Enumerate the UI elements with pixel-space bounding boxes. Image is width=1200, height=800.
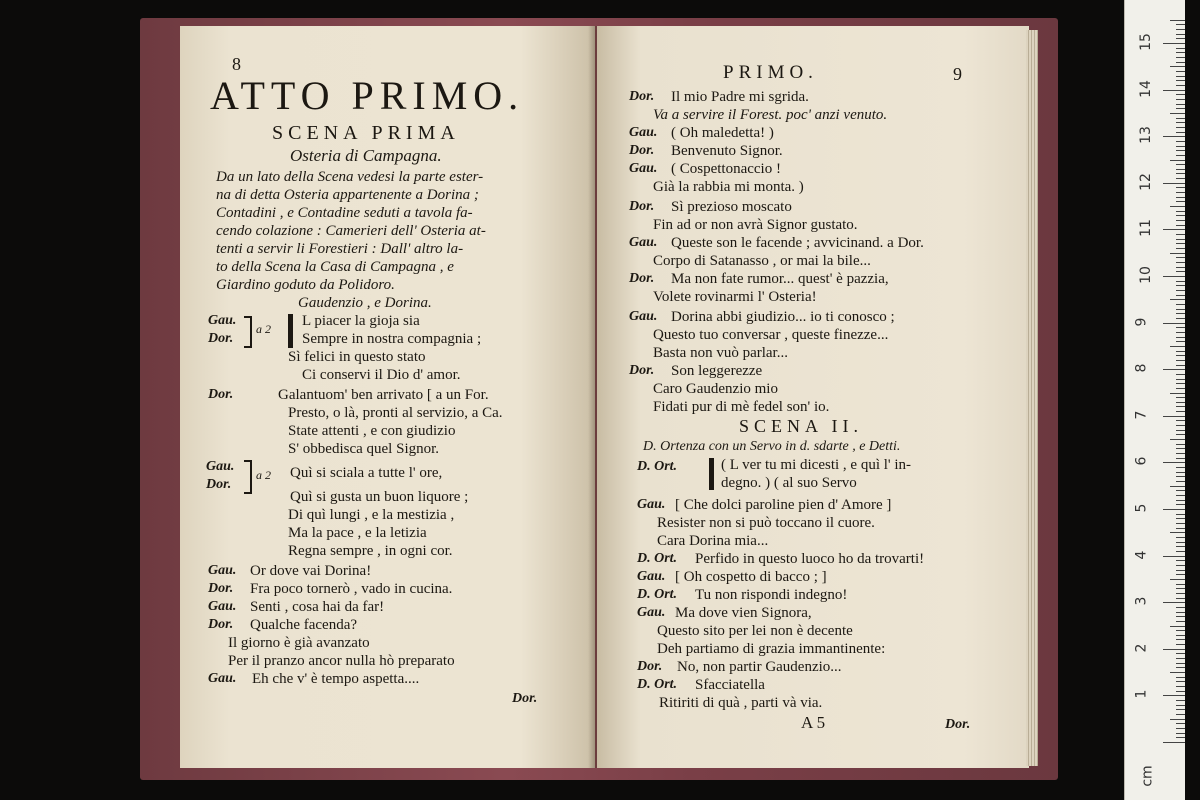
ruler-number: 14 <box>1137 79 1154 98</box>
ruler-tick <box>1170 113 1185 114</box>
verse-line: Quì si gusta un buon liquore ; <box>290 489 469 505</box>
speaker-label: D. Ort. <box>637 459 678 474</box>
ruler-number: 3 <box>1133 596 1150 606</box>
ruler-tick <box>1163 509 1185 510</box>
verse-line: Dorina abbi giudizio... io ti conosco ; <box>671 309 895 325</box>
verse-line: Fra poco tornerò , vado in cucina. <box>250 581 453 597</box>
ruler-tick <box>1176 48 1185 49</box>
ruler-tick <box>1176 406 1185 407</box>
ruler-tick <box>1176 94 1185 95</box>
ruler-tick <box>1176 85 1185 86</box>
ruler-tick <box>1176 691 1185 692</box>
ruler-tick <box>1176 598 1185 599</box>
ruler-tick <box>1176 588 1185 589</box>
ruler-tick <box>1176 616 1185 617</box>
ruler-tick <box>1176 365 1185 366</box>
speaker-label: Dor. <box>208 617 234 632</box>
ruler-tick <box>1176 653 1185 654</box>
ruler-tick <box>1163 742 1185 743</box>
verse-line: Caro Gaudenzio mio <box>653 381 778 397</box>
ruler-tick <box>1176 355 1185 356</box>
ruler-tick <box>1176 337 1185 338</box>
ruler-tick <box>1176 201 1185 202</box>
ruler-tick <box>1176 570 1185 571</box>
ruler-tick <box>1176 630 1185 631</box>
ruler-tick <box>1176 192 1185 193</box>
ruler-tick <box>1176 621 1185 622</box>
speaker-label: Gau. <box>637 497 666 512</box>
stage-direction: Contadini , e Contadine seduti a tavola fa- <box>216 205 473 221</box>
ruler-tick <box>1176 57 1185 58</box>
ruler-tick <box>1170 66 1185 67</box>
ruler-tick <box>1176 24 1185 25</box>
verse-line: Or dove vai Dorina! <box>250 563 372 579</box>
verse-line: Il giorno è già avanzato <box>228 635 370 651</box>
ruler-tick <box>1163 462 1185 463</box>
ruler-tick <box>1176 481 1185 482</box>
ruler-tick <box>1176 71 1185 72</box>
speaker-label: Gau. <box>629 235 658 250</box>
verse-line: Fin ad or non avrà Signor gustato. <box>653 217 858 233</box>
verse-line: Benvenuto Signor. <box>671 143 783 159</box>
stage-direction: na di detta Osteria appartenente a Dorina ; <box>216 187 479 203</box>
ruler-tick <box>1176 472 1185 473</box>
verse-line: Cara Dorina mia... <box>657 533 769 549</box>
ruler-tick <box>1176 132 1185 133</box>
verse-line: L piacer la gioja sia <box>302 313 420 329</box>
verse-line: Resister non si può toccano il cuore. <box>657 515 875 531</box>
page-number: 9 <box>953 64 962 84</box>
ruler-tick <box>1176 29 1185 30</box>
ruler-tick <box>1176 565 1185 566</box>
ruler-tick <box>1176 551 1185 552</box>
verse-line: [ Che dolci paroline pien d' Amore ] <box>675 497 892 513</box>
speaker-label: Dor. <box>208 331 234 346</box>
verse-line: [ Oh cospetto di bacco ; ] <box>675 569 827 585</box>
ruler-tick <box>1176 197 1185 198</box>
verse-line: ( Cospettonaccio ! <box>671 161 781 177</box>
ruler-tick <box>1176 607 1185 608</box>
ruler-tick <box>1176 150 1185 151</box>
ruler-tick <box>1176 467 1185 468</box>
ruler-tick <box>1176 434 1185 435</box>
verse-line: Queste son le facende ; avvicinand. a Dor. <box>671 235 924 251</box>
ruler-tick <box>1176 257 1185 258</box>
ruler-tick <box>1176 239 1185 240</box>
verse-line: degno. ) ( al suo Servo <box>721 475 857 491</box>
verse-line: Presto, o là, pronti al servizio, a Ca. <box>288 405 503 421</box>
verse-line: Galantuom' ben arrivato [ a un For. <box>278 387 489 403</box>
ruler-tick <box>1170 20 1185 21</box>
ruler-tick <box>1176 248 1185 249</box>
ruler-tick <box>1163 695 1185 696</box>
left-page <box>180 26 595 768</box>
ruler-tick <box>1176 141 1185 142</box>
verse-line: Sì felici in questo stato <box>288 349 426 365</box>
ruler-tick <box>1163 276 1185 277</box>
ruler-tick <box>1176 681 1185 682</box>
ruler-tick <box>1176 500 1185 501</box>
ruler-tick <box>1170 253 1185 254</box>
verse-line: Sempre in nostra compagnia ; <box>302 331 482 347</box>
initial-bar <box>288 314 293 348</box>
ruler-tick <box>1176 593 1185 594</box>
ruler-tick <box>1176 458 1185 459</box>
ruler-tick <box>1176 560 1185 561</box>
ruler-tick <box>1170 579 1185 580</box>
speaker-label: Dor. <box>629 199 655 214</box>
speaker-label: Dor. <box>629 143 655 158</box>
ruler-tick <box>1176 62 1185 63</box>
speaker-label: Dor. <box>637 659 663 674</box>
ruler-tick <box>1170 626 1185 627</box>
ruler-tick <box>1176 574 1185 575</box>
verse-line: Ma dove vien Signora, <box>675 605 812 621</box>
ruler-number: 4 <box>1133 550 1150 560</box>
verse-line: Eh che v' è tempo aspetta.... <box>252 671 420 687</box>
ruler-tick <box>1170 346 1185 347</box>
ruler-tick <box>1176 667 1185 668</box>
ruler-number: 15 <box>1137 33 1154 51</box>
ruler-tick <box>1163 602 1185 603</box>
ruler-unit: cm <box>1139 765 1156 787</box>
speaker-label: Gau. <box>208 563 237 578</box>
ruler-tick <box>1176 430 1185 431</box>
ruler-number: 12 <box>1137 172 1154 191</box>
ruler-tick <box>1176 155 1185 156</box>
ruler-tick <box>1176 523 1185 524</box>
ruler-tick <box>1170 672 1185 673</box>
duet-marker: a 2 <box>256 468 271 482</box>
verse-line: Deh partiamo di grazia immantinente: <box>657 641 886 657</box>
measuring-ruler <box>1124 0 1185 800</box>
verse-line: Fidati pur di mè fedel son' io. <box>653 399 830 415</box>
ruler-tick <box>1163 416 1185 417</box>
speaker-label: Gau. <box>206 459 235 474</box>
scene-characters: D. Ortenza con un Servo in d. sdarte , e Detti. <box>643 439 901 454</box>
speaker-label: Gau. <box>629 125 658 140</box>
ruler-tick <box>1176 118 1185 119</box>
ruler-tick <box>1176 723 1185 724</box>
speaker-label: D. Ort. <box>637 677 678 692</box>
ruler-tick <box>1176 34 1185 35</box>
speaker-label: Gau. <box>208 599 237 614</box>
ruler-tick <box>1176 99 1185 100</box>
ruler-tick <box>1163 136 1185 137</box>
ruler-tick <box>1176 271 1185 272</box>
ruler-tick <box>1176 127 1185 128</box>
verse-line: Perfido in questo luoco ho da trovarti! <box>695 551 925 567</box>
ruler-tick <box>1176 644 1185 645</box>
ruler-number: 11 <box>1137 219 1154 238</box>
ruler-tick <box>1176 453 1185 454</box>
ruler-tick <box>1176 243 1185 244</box>
speaker-label: Gau. <box>629 161 658 176</box>
scene-setting: Osteria di Campagna. <box>290 146 442 165</box>
verse-line: Sfacciatella <box>695 677 765 693</box>
ruler-tick <box>1176 490 1185 491</box>
verse-line: ( L ver tu mi dicesti , e quì l' in- <box>721 457 912 473</box>
ruler-tick <box>1176 281 1185 282</box>
ruler-tick <box>1170 299 1185 300</box>
catchword: Dor. <box>945 717 971 732</box>
speaker-label: Gau. <box>208 671 237 686</box>
ruler-tick <box>1176 267 1185 268</box>
verse-line: Tu non rispondi indegno! <box>695 587 848 603</box>
ruler-tick <box>1176 663 1185 664</box>
stage-direction: Da un lato della Scena vedesi la parte ester- <box>216 169 484 185</box>
ruler-tick <box>1176 169 1185 170</box>
stage-direction: Giardino goduto da Polidoro. <box>216 277 395 293</box>
signature-mark: A 5 <box>801 713 826 732</box>
ruler-tick <box>1176 705 1185 706</box>
ruler-number: 8 <box>1133 363 1150 373</box>
ruler-tick <box>1176 542 1185 543</box>
ruler-tick <box>1176 164 1185 165</box>
verse-line: Questo sito per lei non è decente <box>657 623 853 639</box>
ruler-tick <box>1176 635 1185 636</box>
ruler-tick <box>1176 700 1185 701</box>
ruler-tick <box>1163 43 1185 44</box>
initial-bar <box>709 458 714 490</box>
verse-line: Corpo di Satanasso , or mai la bile... <box>653 253 871 269</box>
duet-bracket <box>244 316 252 348</box>
running-head: PRIMO. <box>723 62 818 83</box>
stage-direction: cendo colazione : Camerieri dell' Osteria at- <box>216 223 486 239</box>
verse-line: Senti , cosa hai da far! <box>250 599 385 615</box>
ruler-tick <box>1176 80 1185 81</box>
ruler-tick <box>1176 332 1185 333</box>
stage-direction: tenti a servir li Forestieri : Dall' altro la- <box>216 241 464 257</box>
speaker-label: Dor. <box>208 581 234 596</box>
verse-line: Ci conservi il Dio d' amor. <box>302 367 461 383</box>
ruler-tick <box>1176 709 1185 710</box>
speaker-label: Gau. <box>637 569 666 584</box>
ruler-number: 5 <box>1133 503 1150 513</box>
speaker-label: Gau. <box>637 605 666 620</box>
verse-line: Volete rovinarmi l' Osteria! <box>653 289 817 305</box>
speaker-label: Dor. <box>206 477 232 492</box>
ruler-tick <box>1176 495 1185 496</box>
ruler-tick <box>1176 379 1185 380</box>
ruler-tick <box>1176 304 1185 305</box>
ruler-tick <box>1176 211 1185 212</box>
verse-line: Regna sempre , in ogni cor. <box>288 543 453 559</box>
ruler-tick <box>1176 76 1185 77</box>
ruler-tick <box>1163 323 1185 324</box>
verse-line: Questo tuo conversar , queste finezze... <box>653 327 889 343</box>
ruler-tick <box>1176 351 1185 352</box>
ruler-tick <box>1170 393 1185 394</box>
ruler-tick <box>1176 290 1185 291</box>
verse-line: Ma la pace , e la letizia <box>288 525 427 541</box>
ruler-tick <box>1176 327 1185 328</box>
ruler-tick <box>1176 518 1185 519</box>
ruler-tick <box>1176 295 1185 296</box>
verse-line: Di quì lungi , e la mestizia , <box>288 507 455 523</box>
ruler-tick <box>1176 537 1185 538</box>
ruler-tick <box>1176 514 1185 515</box>
ruler-tick <box>1176 225 1185 226</box>
ruler-tick <box>1176 737 1185 738</box>
speaker-label: Dor. <box>629 363 655 378</box>
ruler-tick <box>1176 425 1185 426</box>
ruler-tick <box>1176 658 1185 659</box>
ruler-number: 7 <box>1133 410 1150 420</box>
ruler-tick <box>1176 262 1185 263</box>
ruler-tick <box>1176 402 1185 403</box>
ruler-tick <box>1163 649 1185 650</box>
ruler-tick <box>1176 388 1185 389</box>
speaker-label: D. Ort. <box>637 551 678 566</box>
ruler-tick <box>1176 639 1185 640</box>
speaker-label: Dor. <box>629 89 655 104</box>
speaker-label: Dor. <box>629 271 655 286</box>
verse-line: ( Oh maledetta! ) <box>671 125 774 141</box>
ruler-tick <box>1170 486 1185 487</box>
verse-line: Già la rabbia mi monta. ) <box>653 179 804 195</box>
ruler-tick <box>1176 220 1185 221</box>
ruler-tick <box>1176 448 1185 449</box>
ruler-number: 10 <box>1137 266 1154 284</box>
verse-line: State attenti , e con giudizio <box>288 423 456 439</box>
page-number: 8 <box>232 54 241 74</box>
ruler-tick <box>1176 612 1185 613</box>
speaker-label: Gau. <box>208 313 237 328</box>
ruler-tick <box>1176 686 1185 687</box>
act-title: ATTO PRIMO. <box>210 73 525 118</box>
ruler-tick <box>1176 187 1185 188</box>
verse-line: S' obbedisca quel Signor. <box>288 441 440 457</box>
ruler-tick <box>1170 160 1185 161</box>
ruler-tick <box>1176 146 1185 147</box>
ruler-tick <box>1170 439 1185 440</box>
verse-line: Il mio Padre mi sgrida. <box>671 89 809 105</box>
ruler-number: 6 <box>1133 456 1150 466</box>
ruler-tick <box>1176 309 1185 310</box>
ruler-tick <box>1176 285 1185 286</box>
ruler-number: 1 <box>1133 689 1150 699</box>
verse-line: Quì si sciala a tutte l' ore, <box>290 465 443 481</box>
duet-marker: a 2 <box>256 322 271 336</box>
verse-line: No, non partir Gaudenzio... <box>677 659 842 675</box>
ruler-tick <box>1176 733 1185 734</box>
ruler-tick <box>1176 104 1185 105</box>
ruler-tick <box>1176 313 1185 314</box>
ruler-tick <box>1163 369 1185 370</box>
ruler-tick <box>1176 383 1185 384</box>
ruler-tick <box>1176 178 1185 179</box>
ruler-number: 13 <box>1137 126 1154 145</box>
ruler-tick <box>1176 504 1185 505</box>
verse-line: Qualche facenda? <box>250 617 358 633</box>
page-edges <box>1026 30 1038 766</box>
ruler-number: 9 <box>1133 317 1150 327</box>
ruler-tick <box>1163 556 1185 557</box>
stage-direction: to della Scena la Casa di Campagna , e <box>216 259 454 275</box>
ruler-tick <box>1176 420 1185 421</box>
verse-line: Ma non fate rumor... quest' è pazzia, <box>671 271 889 287</box>
duet-bracket <box>244 460 252 494</box>
ruler-tick <box>1163 183 1185 184</box>
ruler-tick <box>1176 318 1185 319</box>
verse-line: Va a servire il Forest. poc' anzi venuto. <box>653 107 888 123</box>
speaker-label: D. Ort. <box>637 587 678 602</box>
ruler-tick <box>1176 677 1185 678</box>
verse-line: Basta non vuò parlar... <box>653 345 788 361</box>
right-page <box>597 26 1029 768</box>
scene-title: SCENA II. <box>739 416 864 436</box>
ruler-tick <box>1176 528 1185 529</box>
ruler-tick <box>1170 719 1185 720</box>
ruler-number: 2 <box>1133 643 1150 653</box>
ruler-tick <box>1176 360 1185 361</box>
ruler-tick <box>1170 206 1185 207</box>
ruler-tick <box>1176 476 1185 477</box>
ruler-tick <box>1176 108 1185 109</box>
verse-line: Sì prezioso moscato <box>671 199 792 215</box>
ruler-tick <box>1176 122 1185 123</box>
verse-line: Ritiriti di quà , parti và via. <box>659 695 823 711</box>
ruler-tick <box>1176 584 1185 585</box>
verse-line: Per il pranzo ancor nulla hò preparato <box>228 653 455 669</box>
ruler-tick <box>1176 444 1185 445</box>
ruler-tick <box>1176 374 1185 375</box>
ruler-tick <box>1176 173 1185 174</box>
verse-line: Son leggerezze <box>671 363 763 379</box>
catchword: Dor. <box>512 691 538 706</box>
ruler-tick <box>1170 532 1185 533</box>
ruler-tick <box>1176 397 1185 398</box>
ruler-tick <box>1176 38 1185 39</box>
scene-title: SCENA PRIMA <box>272 122 460 144</box>
ruler-tick <box>1176 546 1185 547</box>
ruler-tick <box>1163 90 1185 91</box>
scene-characters: Gaudenzio , e Dorina. <box>298 295 432 311</box>
ruler-tick <box>1176 215 1185 216</box>
ruler-tick <box>1163 229 1185 230</box>
speaker-label: Gau. <box>629 309 658 324</box>
ruler-tick <box>1176 341 1185 342</box>
ruler-tick <box>1176 234 1185 235</box>
ruler-tick <box>1176 52 1185 53</box>
ruler-tick <box>1176 714 1185 715</box>
ruler-tick <box>1176 728 1185 729</box>
ruler-tick <box>1176 411 1185 412</box>
speaker-label: Dor. <box>208 387 234 402</box>
